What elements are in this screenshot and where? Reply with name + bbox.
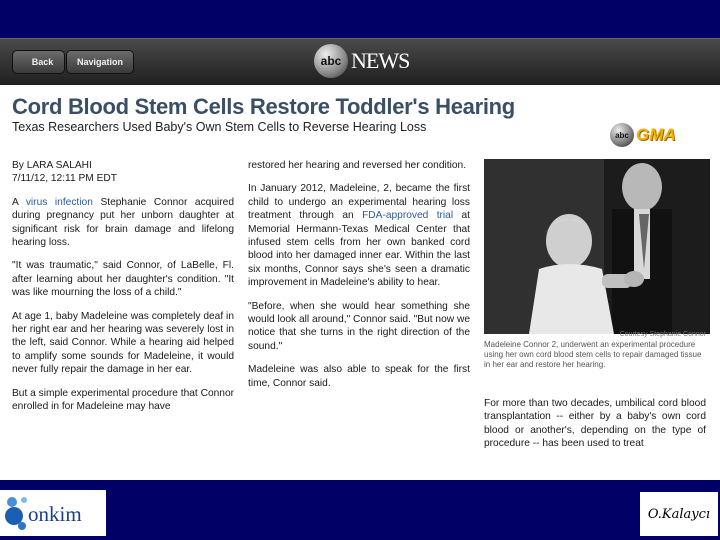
onkim-logo xyxy=(0,490,106,536)
article-photo xyxy=(484,159,710,334)
paragraph: At age 1, baby Madeleine was completely deaf in her right ear and her hearing was severely lost in the left, said Connor. While a hearing aid helped to amplify some sounds for Madeleine, it would never fully repair the damage in her ear. xyxy=(12,310,234,376)
article-column-2 xyxy=(248,159,470,400)
abc-news-logo xyxy=(314,44,409,78)
toddler-photo-illustration xyxy=(484,159,710,334)
back-button[interactable] xyxy=(12,50,65,74)
fda-trial-link[interactable]: FDA-approved trial xyxy=(362,210,454,222)
navigation-button[interactable] xyxy=(66,50,134,74)
article-subtitle: Texas Researchers Used Baby's Own Stem Cells to Reverse Hearing Loss xyxy=(12,120,427,134)
byline xyxy=(12,159,234,186)
paragraph: But a simple experimental procedure that Connor enrolled in for Madeleine may have xyxy=(12,387,234,413)
news-wordmark: NEWS xyxy=(351,48,410,73)
footer-banner xyxy=(0,480,720,540)
paragraph: A virus infection Stephanie Connor acquired during pregnancy put her unborn daughter at significant risk for brain damage and lifelong hearing loss. xyxy=(12,196,234,249)
article-column-1 xyxy=(12,159,234,424)
article-column-3 xyxy=(484,397,706,461)
navigation-button-label: Navigation xyxy=(76,57,123,67)
svg-text:onkim: onkim xyxy=(28,502,82,526)
signature: O.Kalaycı xyxy=(647,506,711,522)
article-title: Cord Blood Stem Cells Restore Toddler's Hearing xyxy=(12,94,515,119)
paragraph: restored her hearing and reversed her condition. xyxy=(248,160,467,171)
paragraph: "It was traumatic," said Connor, of LaBelle, Fl. after learning about her daughter's condition. "It was like mourning the loss of a child." xyxy=(12,260,234,299)
gma-logo xyxy=(610,123,676,147)
signature-logo xyxy=(640,492,718,536)
paragraph: "Before, when she would hear something she would look all around," Connor said. "But now we notice that she turns in the right direction of the sound." xyxy=(248,300,470,352)
paragraph: For more than two decades, umbilical cord blood transplantation -- either by a baby's own cord blood or another's, depending on the type of procedure -- has been used to treat xyxy=(484,398,706,450)
article-page xyxy=(0,85,720,480)
photo-credit: Courtesy Stephanie Connor xyxy=(619,331,706,338)
abc-small-logo-icon: abc xyxy=(610,123,634,147)
abc-logo-icon: abc xyxy=(314,44,348,78)
paragraph: Madeleine was also able to speak for the first time, Connor said. xyxy=(248,364,470,389)
gma-wordmark: GMA xyxy=(636,125,676,144)
author: By LARA SALAHI xyxy=(12,160,92,171)
paragraph: In January 2012, Madeleine, 2, became the first child to undergo an experimental hearing loss treatment through an FDA-approved trial at Memorial Hermann-Texas Medical Center that infused stem cells from her own banked cord blood into her damaged inner ear. Within the last six months, Connor says she's seen a dramatic improvement in Madeleine's ability to hear. xyxy=(248,183,470,289)
back-button-label: Back xyxy=(31,57,54,67)
top-banner xyxy=(0,0,720,38)
publish-date: 7/11/12, 12:11 PM EDT xyxy=(12,173,117,185)
virus-infection-link[interactable]: virus infection xyxy=(25,196,93,208)
onkim-logo-icon xyxy=(0,490,106,536)
photo-caption: Madeleine Connor 2, underwent an experimental procedure using her own cord blood stem cells to repair damaged tissue in her ear and restore her hearing. xyxy=(484,340,702,369)
